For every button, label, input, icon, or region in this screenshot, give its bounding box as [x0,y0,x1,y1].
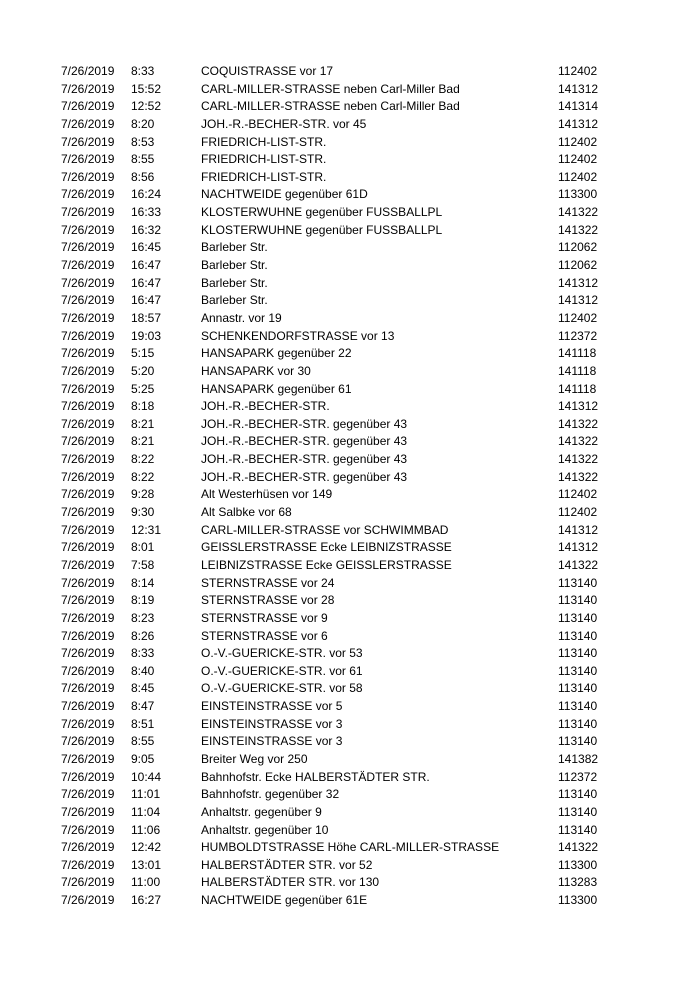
location-cell: Alt Westerhüsen vor 149 [201,487,333,502]
code-cell: 112372 [558,328,598,343]
table-row [0,822,700,840]
time-cell: 9:05 [131,751,155,766]
code-cell: 141118 [558,346,597,361]
location-cell: FRIEDRICH-LIST-STR. [201,169,327,184]
time-cell: 16:27 [131,893,162,908]
date-cell: 7/26/2019 [61,893,115,908]
time-cell: 15:52 [131,81,162,96]
table-row [0,557,700,575]
time-cell: 8:21 [131,416,155,431]
table-row [0,151,700,169]
table-row [0,239,700,257]
location-cell: CARL-MILLER-STRASSE neben Carl-Miller Bad [201,99,460,114]
location-cell: JOH.-R.-BECHER-STR. gegenüber 43 [201,416,408,431]
date-cell: 7/26/2019 [61,787,115,802]
code-cell: 112402 [558,310,598,325]
table-row [0,839,700,857]
table-row [0,610,700,628]
location-cell: Alt Salbke vor 68 [201,505,292,520]
time-cell: 12:52 [131,99,162,114]
code-cell: 113300 [558,857,598,872]
time-cell: 8:21 [131,434,155,449]
time-cell: 11:01 [131,787,161,802]
time-cell: 8:01 [131,540,155,555]
table-row [0,433,700,451]
date-cell: 7/26/2019 [61,222,115,237]
table-row [0,134,700,152]
date-cell: 7/26/2019 [61,557,115,572]
table-row [0,169,700,187]
date-cell: 7/26/2019 [61,522,115,537]
code-cell: 113140 [558,628,598,643]
time-cell: 8:18 [131,399,155,414]
date-cell: 7/26/2019 [61,399,115,414]
location-cell: KLOSTERWUHNE gegenüber FUSSBALLPL [201,222,443,237]
table-row [0,363,700,381]
date-cell: 7/26/2019 [61,328,115,343]
time-cell: 16:45 [131,240,162,255]
location-cell: Bahnhofstr. gegenüber 32 [201,787,340,802]
table-row [0,275,700,293]
location-cell: STERNSTRASSE vor 28 [201,593,335,608]
date-cell: 7/26/2019 [61,381,115,396]
code-cell: 112062 [558,240,598,255]
table-row [0,716,700,734]
date-cell: 7/26/2019 [61,487,115,502]
date-cell: 7/26/2019 [61,187,115,202]
date-cell: 7/26/2019 [61,610,115,625]
time-cell: 8:23 [131,610,155,625]
table-row [0,698,700,716]
table-row [0,381,700,399]
location-cell: Annastr. vor 19 [201,310,282,325]
code-cell: 141322 [558,205,599,220]
date-cell: 7/26/2019 [61,310,115,325]
table-row [0,680,700,698]
records-table [0,63,700,910]
code-cell: 113300 [558,893,598,908]
table-row [0,874,700,892]
code-cell: 112402 [558,169,598,184]
date-cell: 7/26/2019 [61,469,115,484]
table-row [0,328,700,346]
location-cell: CARL-MILLER-STRASSE vor SCHWIMMBAD [201,522,449,537]
time-cell: 13:01 [131,857,162,872]
date-cell: 7/26/2019 [61,152,115,167]
date-cell: 7/26/2019 [61,857,115,872]
date-cell: 7/26/2019 [61,681,115,696]
code-cell: 141322 [558,469,599,484]
code-cell: 141118 [558,363,597,378]
code-cell: 112402 [558,64,598,78]
date-cell: 7/26/2019 [61,293,115,308]
date-cell: 7/26/2019 [61,804,115,819]
date-cell: 7/26/2019 [61,540,115,555]
time-cell: 8:33 [131,64,155,78]
date-cell: 7/26/2019 [61,81,115,96]
table-row [0,257,700,275]
location-cell: COQUISTRASSE vor 17 [201,64,334,78]
table-row [0,751,700,769]
time-cell: 8:33 [131,646,155,661]
date-cell: 7/26/2019 [61,363,115,378]
code-cell: 141312 [558,399,599,414]
code-cell: 113140 [558,804,598,819]
time-cell: 11:00 [131,875,161,890]
location-cell: STERNSTRASSE vor 9 [201,610,328,625]
date-cell: 7/26/2019 [61,99,115,114]
code-cell: 113140 [558,734,598,749]
location-cell: Anhaltstr. gegenüber 10 [201,822,329,837]
location-cell: Barleber Str. [201,258,268,273]
code-cell: 141382 [558,751,599,766]
table-row [0,469,700,487]
code-cell: 141322 [558,434,599,449]
location-cell: STERNSTRASSE vor 6 [201,628,328,643]
code-cell: 141312 [558,522,599,537]
time-cell: 8:40 [131,663,155,678]
table-row [0,116,700,134]
code-cell: 113140 [558,593,598,608]
time-cell: 11:06 [131,822,161,837]
location-cell: HANSAPARK gegenüber 22 [201,346,352,361]
table-row [0,486,700,504]
code-cell: 113140 [558,663,598,678]
location-cell: FRIEDRICH-LIST-STR. [201,152,327,167]
location-cell: Barleber Str. [201,275,268,290]
code-cell: 113283 [558,875,598,890]
code-cell: 113140 [558,699,598,714]
time-cell: 8:22 [131,452,155,467]
time-cell: 8:47 [131,699,155,714]
date-cell: 7/26/2019 [61,751,115,766]
time-cell: 8:53 [131,134,155,149]
time-cell: 16:47 [131,275,162,290]
code-cell: 113140 [558,822,598,837]
table-row [0,663,700,681]
code-cell: 112372 [558,769,598,784]
date-cell: 7/26/2019 [61,593,115,608]
location-cell: KLOSTERWUHNE gegenüber FUSSBALLPL [201,205,443,220]
table-row [0,786,700,804]
location-cell: JOH.-R.-BECHER-STR. vor 45 [201,116,367,131]
table-row [0,98,700,116]
code-cell: 141314 [558,99,599,114]
location-cell: CARL-MILLER-STRASSE neben Carl-Miller Bad [201,81,460,96]
location-cell: NACHTWEIDE gegenüber 61E [201,893,368,908]
location-cell: O.-V.-GUERICKE-STR. vor 61 [201,663,363,678]
time-cell: 18:57 [131,310,162,325]
time-cell: 11:04 [131,804,161,819]
date-cell: 7/26/2019 [61,716,115,731]
date-cell: 7/26/2019 [61,205,115,220]
table-row [0,416,700,434]
time-cell: 19:03 [131,328,162,343]
code-cell: 113140 [558,610,598,625]
table-row [0,892,700,910]
time-cell: 10:44 [131,769,162,784]
location-cell: EINSTEINSTRASSE vor 3 [201,716,343,731]
table-row [0,575,700,593]
table-row [0,204,700,222]
location-cell: HALBERSTÄDTER STR. vor 130 [201,875,380,890]
code-cell: 141322 [558,452,599,467]
date-cell: 7/26/2019 [61,699,115,714]
location-cell: HUMBOLDTSTRASSE Höhe CARL-MILLER-STRASSE [201,840,500,855]
code-cell: 113140 [558,681,598,696]
table-row [0,451,700,469]
location-cell: JOH.-R.-BECHER-STR. [201,399,330,414]
time-cell: 16:33 [131,205,162,220]
location-cell: O.-V.-GUERICKE-STR. vor 53 [201,646,363,661]
location-cell: FRIEDRICH-LIST-STR. [201,134,327,149]
date-cell: 7/26/2019 [61,575,115,590]
location-cell: STERNSTRASSE vor 24 [201,575,335,590]
time-cell: 8:22 [131,469,155,484]
time-cell: 8:51 [131,716,155,731]
date-cell: 7/26/2019 [61,258,115,273]
table-row [0,733,700,751]
location-cell: JOH.-R.-BECHER-STR. gegenüber 43 [201,434,408,449]
table-row [0,645,700,663]
time-cell: 5:20 [131,363,155,378]
code-cell: 113140 [558,787,598,802]
location-cell: Bahnhofstr. Ecke HALBERSTÄDTER STR. [201,769,430,784]
code-cell: 141312 [558,540,599,555]
date-cell: 7/26/2019 [61,240,115,255]
time-cell: 8:20 [131,116,155,131]
table-row [0,398,700,416]
date-cell: 7/26/2019 [61,346,115,361]
code-cell: 141322 [558,557,599,572]
date-cell: 7/26/2019 [61,169,115,184]
code-cell: 112402 [558,152,598,167]
table-row [0,857,700,875]
location-cell: Anhaltstr. gegenüber 9 [201,804,322,819]
code-cell: 113140 [558,716,598,731]
location-cell: LEIBNIZSTRASSE Ecke GEISSLERSTRASSE [201,557,452,572]
code-cell: 141312 [558,293,599,308]
date-cell: 7/26/2019 [61,734,115,749]
time-cell: 8:55 [131,152,155,167]
code-cell: 141312 [558,275,599,290]
table-row [0,310,700,328]
date-cell: 7/26/2019 [61,452,115,467]
time-cell: 12:42 [131,840,162,855]
location-cell: JOH.-R.-BECHER-STR. gegenüber 43 [201,452,408,467]
code-cell: 112062 [558,258,598,273]
date-cell: 7/26/2019 [61,134,115,149]
table-row [0,804,700,822]
time-cell: 8:55 [131,734,155,749]
time-cell: 7:58 [131,557,155,572]
location-cell: O.-V.-GUERICKE-STR. vor 58 [201,681,363,696]
code-cell: 112402 [558,505,598,520]
code-cell: 141312 [558,116,599,131]
code-cell: 113140 [558,575,598,590]
location-cell: EINSTEINSTRASSE vor 3 [201,734,343,749]
table-row [0,592,700,610]
date-cell: 7/26/2019 [61,840,115,855]
date-cell: 7/26/2019 [61,434,115,449]
location-cell: SCHENKENDORFSTRASSE vor 13 [201,328,395,343]
date-cell: 7/26/2019 [61,416,115,431]
time-cell: 5:25 [131,381,155,396]
location-cell: Breiter Weg vor 250 [201,751,308,766]
location-cell: Barleber Str. [201,240,268,255]
location-cell: GEISSLERSTRASSE Ecke LEIBNIZSTRASSE [201,540,452,555]
location-cell: EINSTEINSTRASSE vor 5 [201,699,343,714]
time-cell: 9:30 [131,505,155,520]
code-cell: 141322 [558,840,599,855]
time-cell: 16:24 [131,187,162,202]
table-row [0,63,700,81]
date-cell: 7/26/2019 [61,628,115,643]
date-cell: 7/26/2019 [61,769,115,784]
date-cell: 7/26/2019 [61,822,115,837]
location-cell: Barleber Str. [201,293,268,308]
code-cell: 141322 [558,416,599,431]
table-row [0,222,700,240]
date-cell: 7/26/2019 [61,646,115,661]
code-cell: 141118 [558,381,597,396]
table-row [0,539,700,557]
time-cell: 9:28 [131,487,155,502]
table-row [0,628,700,646]
date-cell: 7/26/2019 [61,875,115,890]
time-cell: 16:47 [131,293,162,308]
table-row [0,769,700,787]
time-cell: 5:15 [131,346,155,361]
time-cell: 16:47 [131,258,162,273]
location-cell: HANSAPARK gegenüber 61 [201,381,352,396]
time-cell: 16:32 [131,222,162,237]
code-cell: 113140 [558,646,598,661]
date-cell: 7/26/2019 [61,116,115,131]
time-cell: 8:26 [131,628,155,643]
code-cell: 112402 [558,134,598,149]
location-cell: HALBERSTÄDTER STR. vor 52 [201,857,373,872]
table-row [0,186,700,204]
table-row [0,292,700,310]
date-cell: 7/26/2019 [61,64,115,78]
time-cell: 8:56 [131,169,155,184]
table-row [0,522,700,540]
location-cell: JOH.-R.-BECHER-STR. gegenüber 43 [201,469,408,484]
table-row [0,345,700,363]
time-cell: 8:14 [131,575,155,590]
date-cell: 7/26/2019 [61,663,115,678]
time-cell: 8:45 [131,681,155,696]
table-row [0,81,700,99]
code-cell: 141322 [558,222,599,237]
code-cell: 113300 [558,187,598,202]
time-cell: 12:31 [131,522,162,537]
table-row [0,504,700,522]
code-cell: 112402 [558,487,598,502]
location-cell: HANSAPARK vor 30 [201,363,311,378]
date-cell: 7/26/2019 [61,275,115,290]
time-cell: 8:19 [131,593,155,608]
code-cell: 141312 [558,81,599,96]
location-cell: NACHTWEIDE gegenüber 61D [201,187,368,202]
date-cell: 7/26/2019 [61,505,115,520]
